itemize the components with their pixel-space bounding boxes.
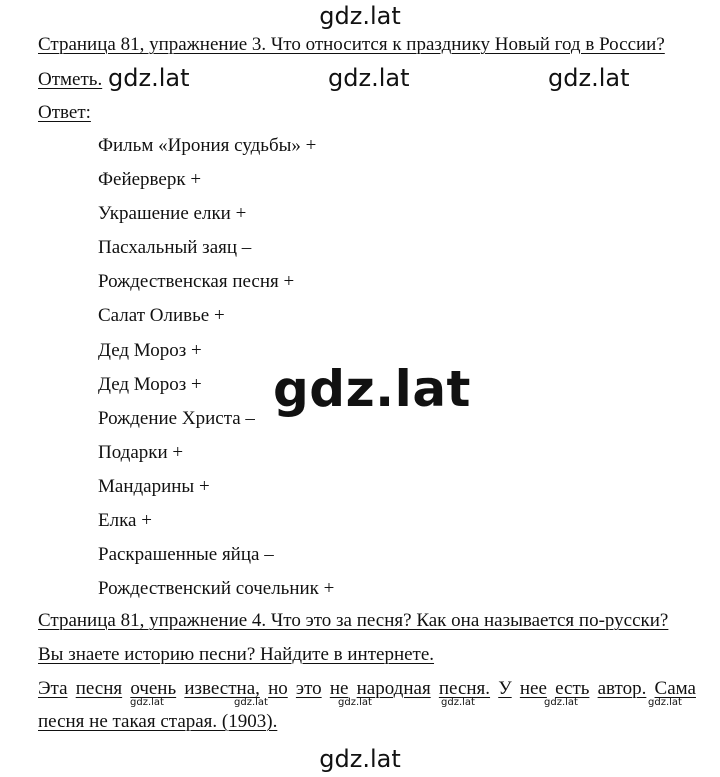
- list-item: Рождение Христа –: [98, 407, 255, 429]
- exercise4-answer-line-2: песня не такая старая. (1903).: [38, 711, 278, 732]
- list-item: Дед Мороз +: [98, 339, 202, 361]
- answer-word: народная: [356, 678, 431, 699]
- answer-word: есть: [555, 678, 590, 699]
- list-item: Пасхальный заяц –: [98, 237, 252, 259]
- answer-label: Ответ:: [38, 102, 91, 123]
- answer-word: известна,: [184, 678, 260, 699]
- list-item: Украшение елки +: [98, 203, 247, 225]
- exercise4-question: Вы знаете историю песни? Найдите в интернете.: [38, 644, 435, 665]
- list-item: Фейерверк +: [98, 169, 202, 191]
- answer-word: но: [268, 678, 288, 699]
- watermark-bottom: gdz.lat: [319, 745, 401, 773]
- exercise3-heading: Страница 81, упражнение 3. Что относится к празднику Новый год в России?: [38, 34, 665, 55]
- answer-word: нее: [519, 678, 547, 699]
- answer-word: автор.: [597, 678, 647, 699]
- answer-word: песня: [75, 678, 123, 699]
- answer-word: Эта: [38, 678, 68, 699]
- list-item: Рождественский сочельник +: [98, 578, 335, 600]
- list-item: Рождественская песня +: [98, 271, 295, 293]
- watermark-center: gdz.lat: [273, 360, 471, 418]
- answer-word: Сама: [654, 678, 696, 699]
- exercise4-heading: Страница 81, упражнение 4. Что это за песня? Как она называется по-русски?: [38, 610, 669, 631]
- list-item: Раскрашенные яйца –: [98, 544, 274, 566]
- watermark-small: gdz.lat: [544, 697, 578, 708]
- watermark-top: gdz.lat: [319, 2, 401, 30]
- answer-word: это: [295, 678, 322, 699]
- watermark-row-2: gdz.lat: [328, 64, 410, 92]
- list-item: Дед Мороз +: [98, 373, 202, 395]
- mark-label: Отметь.: [38, 69, 103, 90]
- list-item: Подарки +: [98, 441, 184, 463]
- watermark-small: gdz.lat: [338, 697, 372, 708]
- watermark-small: gdz.lat: [648, 697, 682, 708]
- watermark-row-3: gdz.lat: [548, 64, 630, 92]
- list-item: Фильм «Ирония судьбы» +: [98, 135, 317, 156]
- answer-word: песня.: [438, 678, 491, 699]
- watermark-small: gdz.lat: [234, 697, 268, 708]
- watermark-row-1: gdz.lat: [108, 64, 190, 92]
- list-item: Елка +: [98, 510, 152, 532]
- list-item: Салат Оливье +: [98, 305, 225, 327]
- answer-word: не: [329, 678, 349, 699]
- watermark-small: gdz.lat: [441, 697, 475, 708]
- list-item: Мандарины +: [98, 475, 210, 497]
- answer-word: У: [498, 678, 512, 699]
- watermark-small: gdz.lat: [130, 697, 164, 708]
- answer-word: очень: [130, 678, 177, 699]
